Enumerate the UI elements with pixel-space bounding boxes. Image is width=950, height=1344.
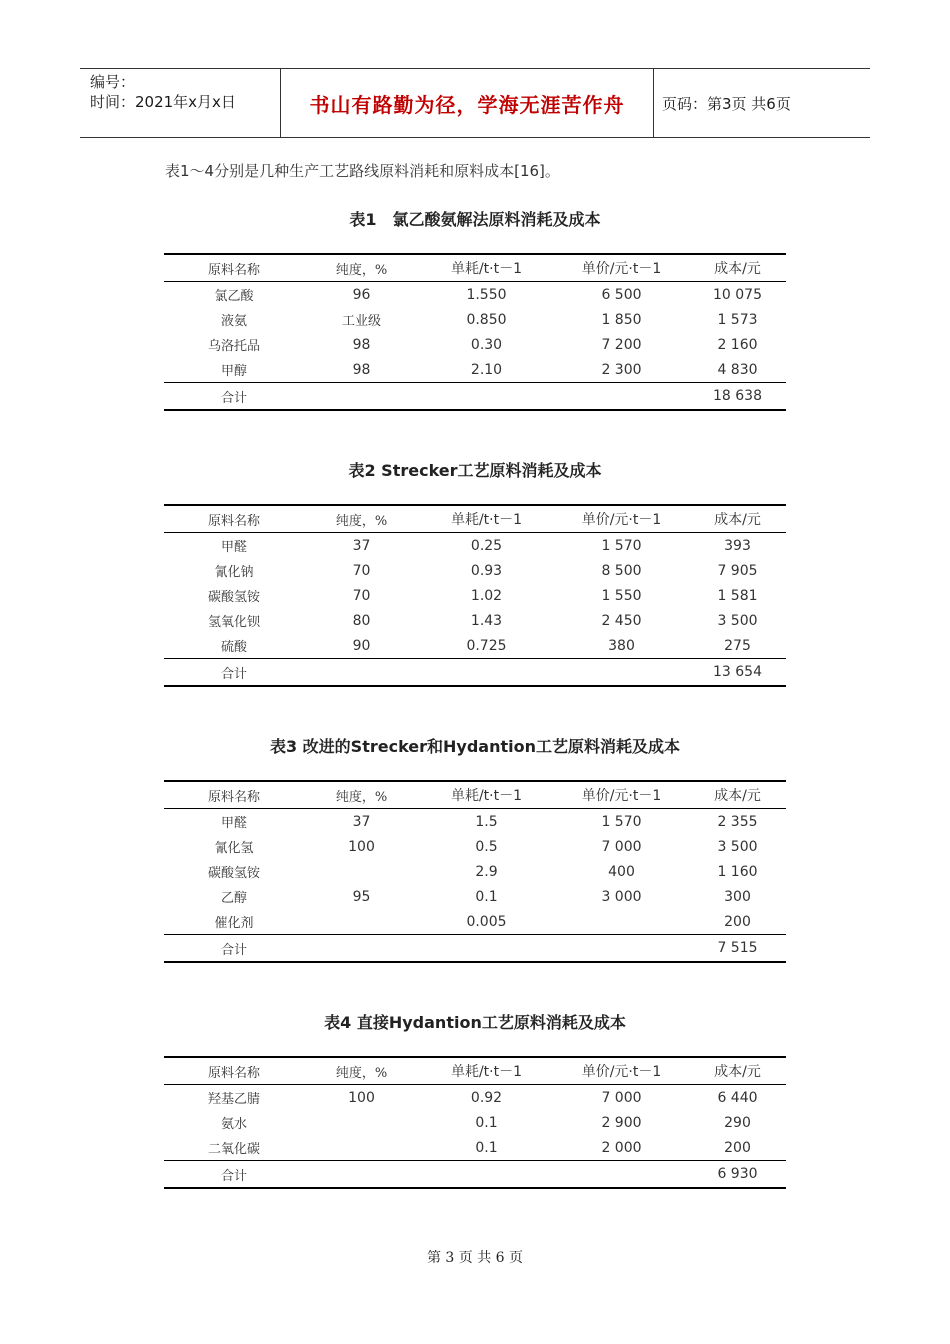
- header-page-cell: [654, 69, 870, 137]
- column-header-purity: 纯度，%: [304, 781, 419, 809]
- table-row: [164, 1135, 786, 1161]
- cell-unit-price: 2 300: [601, 361, 642, 378]
- cell-unit-price: 1 570: [601, 537, 642, 554]
- cell-consumption: 0.725: [466, 637, 507, 654]
- table-row: [164, 1085, 786, 1111]
- cell-material: 硫酸: [220, 640, 247, 655]
- table-row: [164, 282, 786, 308]
- cell-consumption: 2.10: [470, 361, 503, 378]
- table-total-row: [164, 659, 786, 687]
- cell-unit-price: 380: [608, 637, 635, 654]
- column-header-purity: 纯度，%: [304, 1057, 419, 1085]
- cell-cost: 200: [724, 913, 751, 930]
- column-header-consumption: 单耗/t·t－1: [419, 254, 554, 282]
- cell-material: 液氨: [220, 314, 247, 329]
- cell-purity: 95: [352, 888, 371, 905]
- cell-purity: [304, 909, 419, 935]
- cell-cost: 290: [724, 1114, 751, 1131]
- table-2: [164, 504, 786, 687]
- cell-purity: 100: [348, 1089, 375, 1106]
- table-total-row: [164, 935, 786, 963]
- header-meta-cell: [80, 69, 281, 137]
- cell-unit-price: 1 850: [601, 311, 642, 328]
- column-header-material: 原料名称: [164, 781, 304, 809]
- total-value: 13 654: [689, 659, 786, 687]
- cell-material: 羟基乙腈: [207, 1092, 260, 1107]
- cell-consumption: 1.5: [475, 813, 498, 830]
- total-label: 合计: [164, 1161, 304, 1189]
- cell-cost: 200: [724, 1139, 751, 1156]
- cell-unit-price: 2 450: [601, 612, 642, 629]
- cell-cost: 4 830: [717, 361, 758, 378]
- cell-consumption: 0.005: [466, 913, 507, 930]
- cell-material: 乙醇: [220, 891, 247, 906]
- header-page-info: 页码：第3页 共6页: [662, 94, 791, 113]
- cell-unit-price: 400: [608, 863, 635, 880]
- cell-purity: [304, 1110, 419, 1135]
- cell-purity: 100: [348, 838, 375, 855]
- column-header-material: 原料名称: [164, 254, 304, 282]
- table-row: [164, 583, 786, 608]
- cell-cost: 2 160: [717, 336, 758, 353]
- table-row: [164, 909, 786, 935]
- cell-cost: 1 573: [717, 311, 758, 328]
- table-row: [164, 332, 786, 357]
- cell-material: 氢氧化钡: [207, 615, 260, 630]
- cell-consumption: 0.92: [470, 1089, 503, 1106]
- cell-unit-price: 7 200: [601, 336, 642, 353]
- column-header-unit-price: 单价/元·t－1: [554, 254, 689, 282]
- table-row: [164, 357, 786, 383]
- cell-material: 甲醛: [220, 540, 247, 555]
- column-header-material: 原料名称: [164, 1057, 304, 1085]
- cell-material: 氰化氢: [214, 841, 254, 856]
- cell-unit-price: [554, 909, 689, 935]
- cell-purity: 90: [352, 637, 371, 654]
- cell-purity: 96: [352, 286, 371, 303]
- column-header-purity: 纯度，%: [304, 254, 419, 282]
- cell-cost: 393: [724, 537, 751, 554]
- cell-purity: 70: [352, 562, 371, 579]
- cell-unit-price: 7 000: [601, 1089, 642, 1106]
- cell-consumption: 0.5: [475, 838, 498, 855]
- cell-purity: 工业级: [341, 314, 381, 329]
- cell-consumption: 1.43: [470, 612, 503, 629]
- column-header-cost: 成本/元: [689, 254, 786, 282]
- cell-cost: 1 160: [717, 863, 758, 880]
- column-header-consumption: 单耗/t·t－1: [419, 1057, 554, 1085]
- cell-material: 碳酸氢铵: [207, 866, 260, 881]
- column-header-consumption: 单耗/t·t－1: [419, 781, 554, 809]
- cell-material: 甲醇: [220, 364, 247, 379]
- table-1-caption: 表1 氯乙酸氨解法原料消耗及成本: [349, 210, 601, 229]
- table-4: [164, 1056, 786, 1189]
- column-header-cost: 成本/元: [689, 1057, 786, 1085]
- cell-material: 氰化钠: [214, 565, 254, 580]
- cell-material: 氯乙酸: [214, 289, 254, 304]
- document-number-label: 编号：: [90, 73, 136, 91]
- cell-consumption: 0.1: [475, 888, 498, 905]
- table-header-row: [164, 254, 786, 282]
- table-row: [164, 533, 786, 559]
- cell-cost: 275: [724, 637, 751, 654]
- cell-cost: 7 905: [717, 562, 758, 579]
- table-row: [164, 809, 786, 835]
- table-row: [164, 859, 786, 884]
- cell-cost: 3 500: [717, 838, 758, 855]
- total-value: 18 638: [689, 383, 786, 411]
- column-header-unit-price: 单价/元·t－1: [554, 505, 689, 533]
- cell-material: 碳酸氢铵: [207, 590, 260, 605]
- cell-consumption: 0.93: [470, 562, 503, 579]
- cell-material: 甲醛: [220, 816, 247, 831]
- table-row: [164, 633, 786, 659]
- column-header-purity: 纯度，%: [304, 505, 419, 533]
- column-header-consumption: 单耗/t·t－1: [419, 505, 554, 533]
- cell-material: 催化剂: [214, 916, 254, 931]
- table-row: [164, 307, 786, 332]
- header-motto-cell: [281, 69, 654, 137]
- cell-purity: 98: [352, 361, 371, 378]
- table-1: [164, 253, 786, 411]
- column-header-unit-price: 单价/元·t－1: [554, 1057, 689, 1085]
- total-value: 7 515: [689, 935, 786, 963]
- total-label: 合计: [164, 383, 304, 411]
- cell-purity: 37: [352, 537, 371, 554]
- cell-cost: 300: [724, 888, 751, 905]
- cell-consumption: 0.30: [470, 336, 503, 353]
- cell-purity: 70: [352, 587, 371, 604]
- cell-consumption: 0.850: [466, 311, 507, 328]
- cell-purity: 98: [352, 336, 371, 353]
- cell-purity: 37: [352, 813, 371, 830]
- cell-unit-price: 1 550: [601, 587, 642, 604]
- total-label: 合计: [164, 935, 304, 963]
- cell-consumption: 0.1: [475, 1114, 498, 1131]
- page-header: [80, 68, 870, 138]
- cell-consumption: 2.9: [475, 863, 498, 880]
- table-row: [164, 558, 786, 583]
- intro-paragraph: 表1～4分别是几种生产工艺路线原料消耗和原料成本[16]。: [165, 162, 560, 180]
- cell-purity: [304, 1135, 419, 1161]
- cell-material: 二氧化碳: [207, 1142, 260, 1157]
- cell-unit-price: 2 900: [601, 1114, 642, 1131]
- cell-unit-price: 2 000: [601, 1139, 642, 1156]
- table-row: [164, 608, 786, 633]
- cell-cost: 2 355: [717, 813, 758, 830]
- cell-unit-price: 6 500: [601, 286, 642, 303]
- cell-purity: [304, 859, 419, 884]
- cell-unit-price: 8 500: [601, 562, 642, 579]
- column-header-cost: 成本/元: [689, 781, 786, 809]
- column-header-material: 原料名称: [164, 505, 304, 533]
- cell-material: 氨水: [220, 1117, 247, 1132]
- table-header-row: [164, 1057, 786, 1085]
- column-header-cost: 成本/元: [689, 505, 786, 533]
- table-total-row: [164, 1161, 786, 1189]
- cell-unit-price: 3 000: [601, 888, 642, 905]
- cell-unit-price: 7 000: [601, 838, 642, 855]
- table-2-caption: 表2 Strecker工艺原料消耗及成本: [348, 461, 602, 480]
- table-row: [164, 834, 786, 859]
- table-total-row: [164, 383, 786, 411]
- cell-cost: 3 500: [717, 612, 758, 629]
- cell-unit-price: 1 570: [601, 813, 642, 830]
- cell-purity: 80: [352, 612, 371, 629]
- table-3-caption: 表3 改进的Strecker和Hydantion工艺原料消耗及成本: [269, 737, 681, 756]
- cell-consumption: 1.550: [466, 286, 507, 303]
- cell-cost: 6 440: [717, 1089, 758, 1106]
- table-header-row: [164, 505, 786, 533]
- table-row: [164, 1110, 786, 1135]
- page-footer: 第 3 页 共 6 页: [426, 1250, 524, 1266]
- cell-cost: 10 075: [713, 286, 762, 303]
- table-3: [164, 780, 786, 963]
- cell-consumption: 1.02: [470, 587, 503, 604]
- table-4-caption: 表4 直接Hydantion工艺原料消耗及成本: [324, 1013, 626, 1032]
- column-header-unit-price: 单价/元·t－1: [554, 781, 689, 809]
- cell-material: 乌洛托品: [207, 339, 260, 354]
- cell-cost: 1 581: [717, 587, 758, 604]
- table-header-row: [164, 781, 786, 809]
- total-label: 合计: [164, 659, 304, 687]
- cell-consumption: 0.1: [475, 1139, 498, 1156]
- document-date: 时间：2021年x月x日: [90, 93, 236, 111]
- total-value: 6 930: [689, 1161, 786, 1189]
- cell-consumption: 0.25: [470, 537, 503, 554]
- table-row: [164, 884, 786, 909]
- header-motto: 书山有路勤为径，学海无涯苦作舟: [309, 92, 625, 117]
